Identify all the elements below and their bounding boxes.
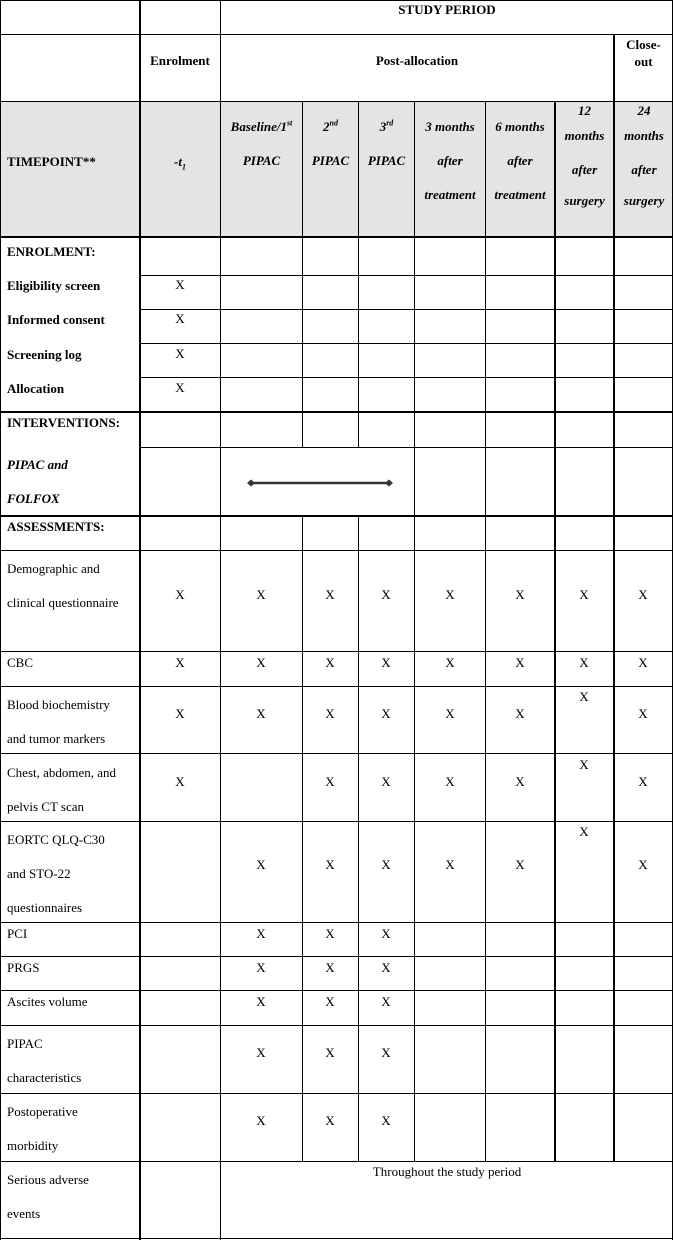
mark-cbc-12m: X (579, 655, 589, 670)
post-allocation-heading: Post-allocation (375, 53, 459, 68)
row-pci: PCI (7, 926, 28, 941)
mark-demographic-t1: X (175, 587, 185, 602)
mark-demographic-12m: X (579, 587, 589, 602)
mark-blood-baseline: X (256, 706, 266, 721)
timepoint-3rd-pipac: 3rd PIPAC (367, 118, 406, 168)
mark-eortc-12m: X (579, 824, 589, 839)
mark-cbc-3rd: X (381, 655, 391, 670)
timepoint-baseline: Baseline/1st PIPAC (230, 118, 293, 168)
row-allocation: Allocation (7, 381, 65, 396)
row-ct-scan: Chest, abdomen, and pelvis CT scan (7, 765, 117, 814)
mark-pci-3rd: X (381, 926, 391, 941)
mark-cbc-6m: X (515, 655, 525, 670)
mark-eortc-3rd: X (381, 857, 391, 872)
mark-demographic-24m: X (638, 587, 648, 602)
mark-demographic-baseline: X (256, 587, 266, 602)
mark-demographic-3m: X (445, 587, 455, 602)
row-screening-log: Screening log (7, 347, 82, 362)
mark-prgs-baseline: X (256, 960, 266, 975)
mark-cbc-24m: X (638, 655, 648, 670)
mark-postop-baseline: X (256, 1113, 266, 1128)
mark-blood-12m: X (579, 689, 589, 704)
timepoint-6-months: 6 months after treatment (494, 119, 546, 202)
mark-blood-2nd: X (325, 706, 335, 721)
row-eligibility-screen: Eligibility screen (7, 278, 101, 293)
intervention-duration-bar (246, 477, 394, 489)
row-postoperative-morbidity: Postoperative morbidity (7, 1104, 78, 1153)
mark-blood-24m: X (638, 706, 648, 721)
row-informed-consent: Informed consent (7, 312, 105, 327)
section-enrolment: ENROLMENT: (7, 244, 96, 259)
mark-demographic-3rd: X (381, 587, 391, 602)
mark-postop-3rd: X (381, 1113, 391, 1128)
row-pipac-folfox: PIPAC and FOLFOX (7, 457, 68, 506)
throughout-study-period: Throughout the study period (372, 1164, 522, 1179)
row-demographic: Demographic and clinical questionnaire (7, 561, 119, 610)
section-assessments: ASSESSMENTS: (7, 519, 105, 534)
mark-cbc-baseline: X (256, 655, 266, 670)
mark-eortc-baseline: X (256, 857, 266, 872)
row-cbc: CBC (7, 655, 34, 670)
mark-prgs-2nd: X (325, 960, 335, 975)
enrolment-heading: Enrolment (150, 53, 210, 68)
timepoint-label: TIMEPOINT** (7, 154, 96, 169)
mark-pipacchar-baseline: X (256, 1045, 266, 1060)
timepoint-3-months: 3 months after treatment (424, 119, 476, 202)
timepoint-12-months: 12 months after surgery (564, 103, 605, 208)
mark-ct-24m: X (638, 774, 648, 789)
mark-pci-baseline: X (256, 926, 266, 941)
mark-ascites-baseline: X (256, 994, 266, 1009)
mark-ct-12m: X (579, 757, 589, 772)
mark-ct-3m: X (445, 774, 455, 789)
mark-ct-2nd: X (325, 774, 335, 789)
mark-pipacchar-3rd: X (381, 1045, 391, 1060)
row-serious-adverse-events: Serious adverse events (7, 1172, 89, 1221)
mark-demographic-6m: X (515, 587, 525, 602)
mark-cbc-t1: X (175, 655, 185, 670)
mark-eortc-2nd: X (325, 857, 335, 872)
timepoint-t1: $-t_1$ (174, 154, 186, 172)
mark-prgs-3rd: X (381, 960, 391, 975)
mark-ct-6m: X (515, 774, 525, 789)
mark-ct-3rd: X (381, 774, 391, 789)
mark-ascites-3rd: X (381, 994, 391, 1009)
row-ascites-volume: Ascites volume (7, 994, 88, 1009)
mark-consent-t1: X (175, 311, 185, 326)
mark-blood-6m: X (515, 706, 525, 721)
row-pipac-characteristics: PIPAC characteristics (7, 1036, 82, 1085)
timepoint-2nd-pipac: 2nd PIPAC (311, 118, 350, 168)
study-period-heading: STUDY PERIOD (398, 2, 496, 17)
timepoint-24-months: 24 months after surgery (623, 103, 665, 208)
row-eortc: EORTC QLQ-C30 and STO-22 questionnaires (7, 832, 105, 915)
mark-cbc-3m: X (445, 655, 455, 670)
mark-postop-2nd: X (325, 1113, 335, 1128)
mark-blood-3rd: X (381, 706, 391, 721)
mark-eortc-24m: X (638, 857, 648, 872)
close-out-heading: Close- out (626, 37, 661, 69)
mark-eortc-6m: X (515, 857, 525, 872)
mark-ascites-2nd: X (325, 994, 335, 1009)
row-blood-biochemistry: Blood biochemistry and tumor markers (7, 697, 110, 746)
mark-eortc-3m: X (445, 857, 455, 872)
section-interventions: INTERVENTIONS: (7, 415, 120, 430)
mark-ct-t1: X (175, 774, 185, 789)
mark-blood-3m: X (445, 706, 455, 721)
mark-demographic-2nd: X (325, 587, 335, 602)
mark-screening-t1: X (175, 346, 185, 361)
mark-blood-t1: X (175, 706, 185, 721)
mark-eligibility-t1: X (175, 277, 185, 292)
row-prgs: PRGS (7, 960, 40, 975)
mark-pci-2nd: X (325, 926, 335, 941)
mark-cbc-2nd: X (325, 655, 335, 670)
mark-allocation-t1: X (175, 380, 185, 395)
mark-pipacchar-2nd: X (325, 1045, 335, 1060)
